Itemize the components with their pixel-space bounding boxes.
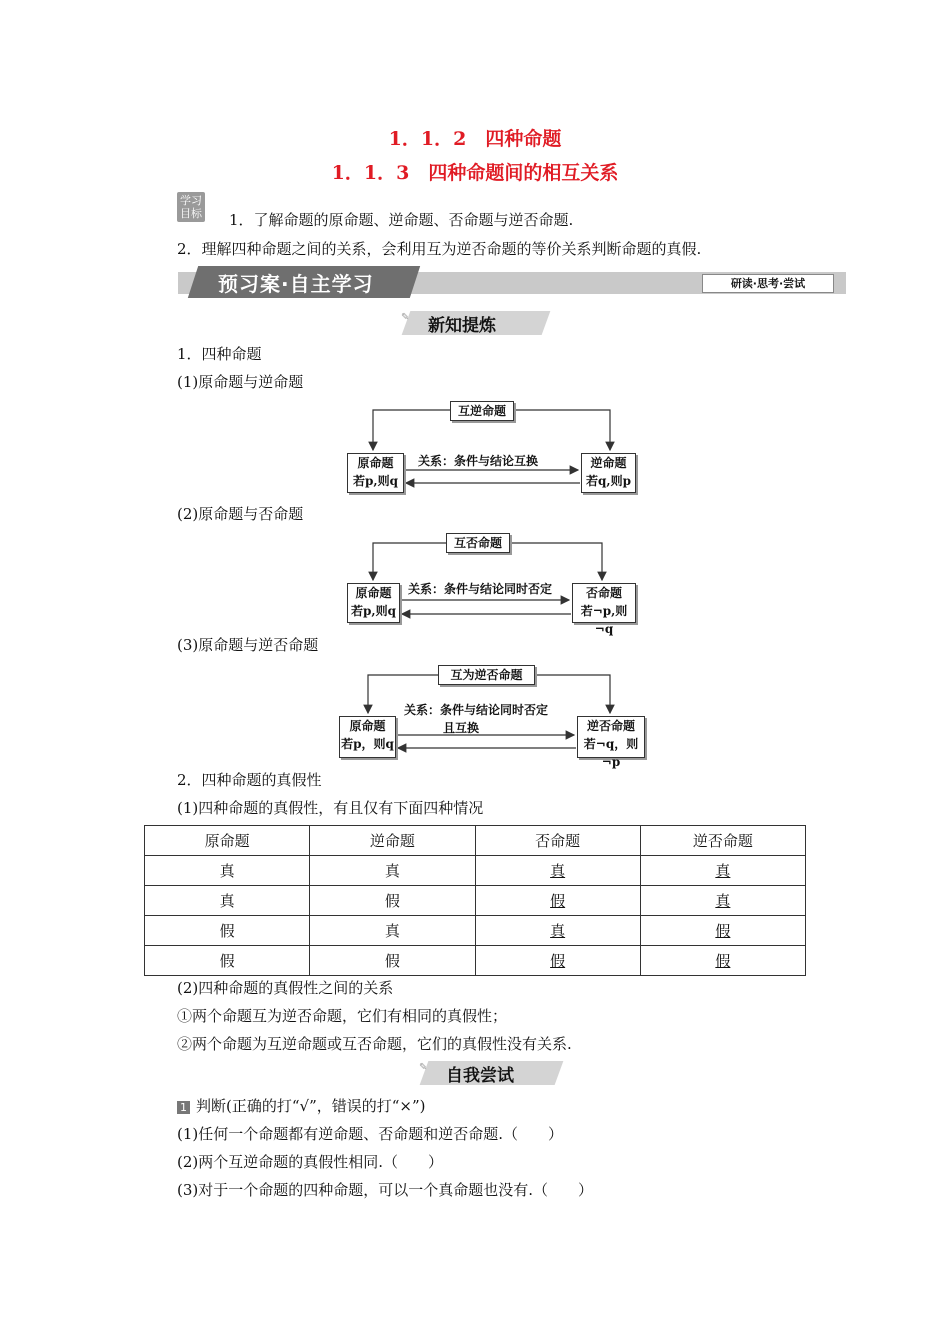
table-header: 原命题 bbox=[145, 826, 310, 856]
decor-icon: ✎ bbox=[419, 1062, 428, 1073]
question-1-part-1: (1)任何一个命题都有逆命题、否命题和逆否命题.（ ） bbox=[177, 1125, 564, 1143]
diagram2-relation: 关系：条件与结论同时否定 bbox=[408, 582, 553, 596]
diagram1-relation: 关系：条件与结论互换 bbox=[418, 454, 539, 468]
sub-banner-self-try: 自我尝试 bbox=[446, 1066, 514, 1086]
section-subtitle: 1．1．3 四种命题间的相互关系 bbox=[331, 162, 619, 184]
diagram3-right-l2: 若¬q，则¬p bbox=[583, 737, 639, 769]
table-cell: 假 bbox=[145, 916, 310, 946]
diagram3-left-l1: 原命题 bbox=[349, 719, 386, 733]
diagram2-right-box bbox=[572, 583, 636, 636]
table-cell-answer: 真 bbox=[550, 862, 566, 880]
table-cell bbox=[475, 916, 640, 946]
table-cell bbox=[475, 856, 640, 886]
section-title: 1．1．2 四种命题 bbox=[388, 128, 562, 150]
diagram2-left-box bbox=[347, 583, 400, 623]
question-number-badge: 1 bbox=[177, 1101, 190, 1114]
conclusion-1: ①两个命题互为逆否命题，它们有相同的真假性； bbox=[177, 1007, 508, 1025]
question-1-part-3: (3)对于一个命题的四种命题，可以一个真命题也没有.（ ） bbox=[177, 1181, 594, 1199]
sub-banner-new-knowledge: 新知提炼 bbox=[428, 316, 496, 336]
table-row bbox=[145, 916, 806, 946]
diagram2-top-box: 互否命题 bbox=[446, 533, 510, 553]
table-cell: 真 bbox=[145, 886, 310, 916]
diagram2-right-l1: 否命题 bbox=[585, 586, 622, 600]
table-cell: 假 bbox=[145, 946, 310, 976]
diagram1-right-l1: 逆命题 bbox=[590, 456, 627, 470]
sub-relations: (2)四种命题的真假性之间的关系 bbox=[177, 979, 394, 997]
banner-right-label: 研读·思考·尝试 bbox=[702, 274, 834, 293]
table-row bbox=[145, 946, 806, 976]
table-header: 逆命题 bbox=[310, 826, 475, 856]
conclusion-2: ②两个命题为互逆命题或互否命题，它们的真假性没有关系. bbox=[177, 1035, 572, 1053]
diagram3-left-box bbox=[339, 716, 396, 758]
goal-1: 1．了解命题的原命题、逆命题、否命题与逆否命题. bbox=[229, 211, 574, 229]
diagram2-left-l2: 若p,则q bbox=[351, 604, 396, 618]
diagram3-left-l2: 若p，则q bbox=[341, 737, 394, 751]
table-cell bbox=[475, 946, 640, 976]
table-cell-answer: 假 bbox=[715, 922, 731, 940]
table-cell: 假 bbox=[310, 946, 475, 976]
table-cell-answer: 假 bbox=[550, 952, 566, 970]
diagram2-left-l1: 原命题 bbox=[355, 586, 392, 600]
table-header: 逆否命题 bbox=[640, 826, 805, 856]
table-cell-answer: 真 bbox=[715, 892, 731, 910]
table-cell bbox=[640, 916, 805, 946]
diagram1-left-box bbox=[347, 453, 404, 493]
table-cell: 真 bbox=[145, 856, 310, 886]
question-1-text: 判断(正确的打“√”，错误的打“×”) bbox=[196, 1097, 426, 1115]
truth-table bbox=[144, 825, 806, 976]
sub-four-cases: (1)四种命题的真假性，有且仅有下面四种情况 bbox=[177, 799, 484, 817]
table-cell: 真 bbox=[310, 916, 475, 946]
table-cell-answer: 真 bbox=[550, 922, 566, 940]
item-truth-values: 2．四种命题的真假性 bbox=[177, 771, 322, 789]
diagram1-top-box: 互逆命题 bbox=[450, 401, 514, 421]
diagram3-right-l1: 逆否命题 bbox=[586, 719, 635, 733]
question-1-part-2: (2)两个互逆命题的真假性相同.（ ） bbox=[177, 1153, 444, 1171]
question-1 bbox=[177, 1095, 426, 1116]
table-cell-answer: 假 bbox=[715, 952, 731, 970]
sub-original-contrapositive: (3)原命题与逆否命题 bbox=[177, 636, 319, 654]
table-row bbox=[145, 856, 806, 886]
table-row bbox=[145, 886, 806, 916]
decor-icon: ✎ bbox=[401, 312, 410, 323]
badge-line-2: 目标 bbox=[180, 207, 202, 220]
diagram3-top-box: 互为逆否命题 bbox=[438, 665, 535, 685]
table-cell bbox=[640, 886, 805, 916]
table-cell: 真 bbox=[310, 856, 475, 886]
table-cell-answer: 真 bbox=[715, 862, 731, 880]
diagram2-right-l2: 若¬p,则¬q bbox=[580, 604, 628, 636]
item-four-propositions: 1．四种命题 bbox=[177, 345, 262, 363]
diagram3-relation-l1: 关系：条件与结论同时否定 bbox=[404, 703, 549, 717]
badge-line-1: 学习 bbox=[180, 194, 202, 207]
table-cell-answer: 假 bbox=[550, 892, 566, 910]
diagram1-right-l2: 若q,则p bbox=[586, 474, 631, 488]
table-cell: 假 bbox=[310, 886, 475, 916]
diagram1-left-l2: 若p,则q bbox=[353, 474, 398, 488]
diagram3-right-box bbox=[577, 716, 645, 769]
table-header: 否命题 bbox=[475, 826, 640, 856]
table-cell bbox=[475, 886, 640, 916]
goal-2: 2．理解四种命题之间的关系，会利用互为逆否命题的等价关系判断命题的真假. bbox=[177, 240, 702, 258]
diagram3-relation-l2: 且互换 bbox=[443, 721, 480, 735]
diagram1-left-l1: 原命题 bbox=[357, 456, 394, 470]
table-header-row bbox=[145, 826, 806, 856]
banner-main-title: 预习案·自主学习 bbox=[218, 272, 374, 296]
sub-original-inverse: (2)原命题与否命题 bbox=[177, 505, 304, 523]
table-cell bbox=[640, 856, 805, 886]
diagram1-right-box bbox=[581, 453, 636, 493]
table-cell bbox=[640, 946, 805, 976]
sub-original-converse: (1)原命题与逆命题 bbox=[177, 373, 304, 391]
